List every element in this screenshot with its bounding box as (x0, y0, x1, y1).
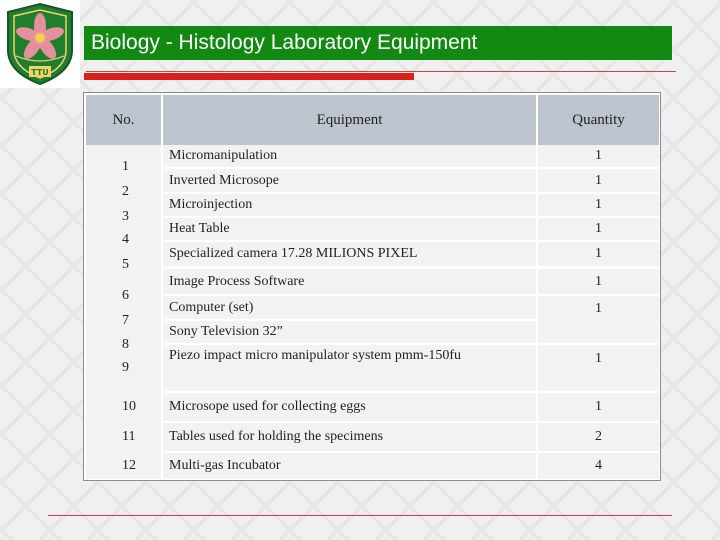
row-no: 12 (86, 453, 161, 479)
equipment-cell: Image Process Software (163, 269, 536, 294)
equipment-cell: Micromanipulation (163, 145, 536, 167)
equipment-cell: Microinjection (163, 194, 536, 216)
row-no: 8 (122, 337, 129, 352)
row-no: 2 (122, 184, 129, 199)
equipment-cell: Specialized camera 17.28 MILIONS PIXEL (163, 242, 536, 266)
footer-line (48, 515, 672, 516)
equipment-table (83, 92, 661, 481)
quantity-cell: 1 (538, 269, 659, 294)
accent-bar (84, 73, 414, 80)
row-no: 6 (122, 288, 129, 303)
equipment-cell: Sony Television 32” (163, 321, 536, 343)
header-no: No. (86, 95, 161, 145)
equipment-cell: Microsope used for collecting eggs (163, 393, 536, 421)
university-logo (0, 0, 80, 88)
quantity-cell: 4 (538, 453, 659, 479)
row-no: 5 (122, 257, 129, 272)
slide-title: Biology - Histology Laboratory Equipment (84, 26, 672, 60)
equipment-cell: Heat Table (163, 218, 536, 240)
equipment-cell: Piezo impact micro manipulator system pmm-150fu (163, 345, 536, 391)
university-seal-icon (0, 0, 80, 88)
quantity-cell: 1 (538, 345, 659, 391)
row-no: 3 (122, 209, 129, 224)
quantity-cell: 1 (538, 169, 659, 192)
equipment-cell: Tables used for holding the specimens (163, 423, 536, 451)
quantity-cell: 1 (538, 194, 659, 216)
row-no: 11 (86, 423, 161, 451)
row-no: 9 (122, 360, 129, 375)
title-underline (86, 71, 676, 72)
row-no: 7 (122, 313, 129, 328)
logo-text: TTU (31, 68, 49, 77)
quantity-cell: 1 (538, 296, 659, 343)
equipment-cell: Multi-gas Incubator (163, 453, 536, 479)
header-quantity: Quantity (538, 95, 659, 145)
equipment-cell: Inverted Microsope (163, 169, 536, 192)
row-no: 4 (122, 232, 129, 247)
row-no: 10 (86, 393, 161, 421)
quantity-cell: 2 (538, 423, 659, 451)
quantity-cell: 1 (538, 145, 659, 167)
quantity-cell: 1 (538, 218, 659, 240)
quantity-cell: 1 (538, 393, 659, 421)
row-no: 1 (122, 159, 129, 174)
header-equipment: Equipment (163, 95, 536, 145)
equipment-cell: Computer (set) (163, 296, 536, 319)
quantity-cell: 1 (538, 242, 659, 266)
